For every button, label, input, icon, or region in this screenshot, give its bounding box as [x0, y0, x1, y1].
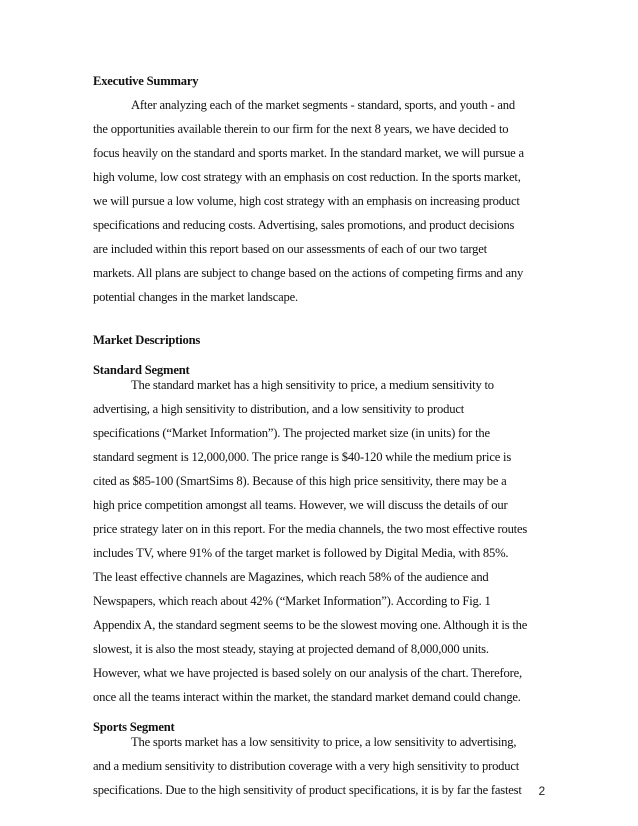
text-line: focus heavily on the standard and sports market. In the standard market, we will pursue a	[93, 146, 524, 160]
text-line: slowest, it is also the most steady, staying at projected demand of 8,000,000 units.	[93, 642, 489, 656]
executive-summary-heading: Executive Summary	[93, 74, 199, 88]
text-line: markets. All plans are subject to change based on the actions of competing firms and any	[93, 266, 524, 280]
standard-segment-paragraph	[93, 378, 545, 709]
executive-summary-paragraph	[93, 93, 545, 309]
page-content	[93, 69, 545, 802]
standard-segment-heading: Standard Segment	[93, 363, 190, 377]
text-line: specifications. Due to the high sensitivity of product specifications, it is by far the fastest	[93, 783, 522, 797]
text-line: advertising, a high sensitivity to distribution, and a low sensitivity to product	[93, 402, 465, 416]
text-line: specifications (“Market Information”). The projected market size (in units) for the	[93, 426, 490, 440]
text-line: Appendix A, the standard segment seems to be the slowest moving one. Although it is the	[93, 618, 528, 632]
text-line: Newspapers, which reach about 42% (“Market Information”). According to Fig. 1	[93, 594, 491, 608]
text-line: After analyzing each of the market segments - standard, sports, and youth - and	[131, 98, 515, 112]
text-line: specifications and reducing costs. Advertising, sales promotions, and product decisions	[93, 218, 515, 232]
text-line: standard segment is 12,000,000. The price range is $40-120 while the medium price is	[93, 450, 512, 464]
sports-segment-heading: Sports Segment	[93, 720, 175, 734]
section-spacer	[93, 309, 545, 328]
section-spacer	[93, 709, 545, 719]
text-line: However, what we have projected is based solely on our analysis of the chart. Therefore,	[93, 666, 522, 680]
text-line: The standard market has a high sensitivity to price, a medium sensitivity to	[131, 378, 494, 392]
page-number: 2	[538, 784, 545, 798]
market-descriptions-heading: Market Descriptions	[93, 333, 201, 347]
text-line: we will pursue a low volume, high cost strategy with an emphasis on increasing product	[93, 194, 520, 208]
text-line: The sports market has a low sensitivity to price, a low sensitivity to advertising,	[131, 735, 517, 749]
text-line: high price competition amongst all teams. However, we will discuss the details of our	[93, 498, 508, 512]
sports-segment-paragraph	[93, 735, 545, 802]
text-line: potential changes in the market landscape.	[93, 290, 298, 304]
text-line: and a medium sensitivity to distribution coverage with a very high sensitivity to product	[93, 759, 520, 773]
text-line: once all the teams interact within the market, the standard market demand could change.	[93, 690, 521, 704]
text-line: the opportunities available therein to our firm for the next 8 years, we have decided to	[93, 122, 509, 136]
text-line: high volume, low cost strategy with an emphasis on cost reduction. In the sports market,	[93, 170, 521, 184]
text-line: The least effective channels are Magazines, which reach 58% of the audience and	[93, 570, 489, 584]
section-spacer	[93, 352, 545, 362]
text-line: price strategy later on in this report. For the media channels, the two most effective routes	[93, 522, 528, 536]
text-line: cited as $85-100 (SmartSims 8). Because of this high price sensitivity, there may be a	[93, 474, 507, 488]
text-line: includes TV, where 91% of the target market is followed by Digital Media, with 85%.	[93, 546, 509, 560]
text-line: are included within this report based on our assessments of each of our two target	[93, 242, 487, 256]
